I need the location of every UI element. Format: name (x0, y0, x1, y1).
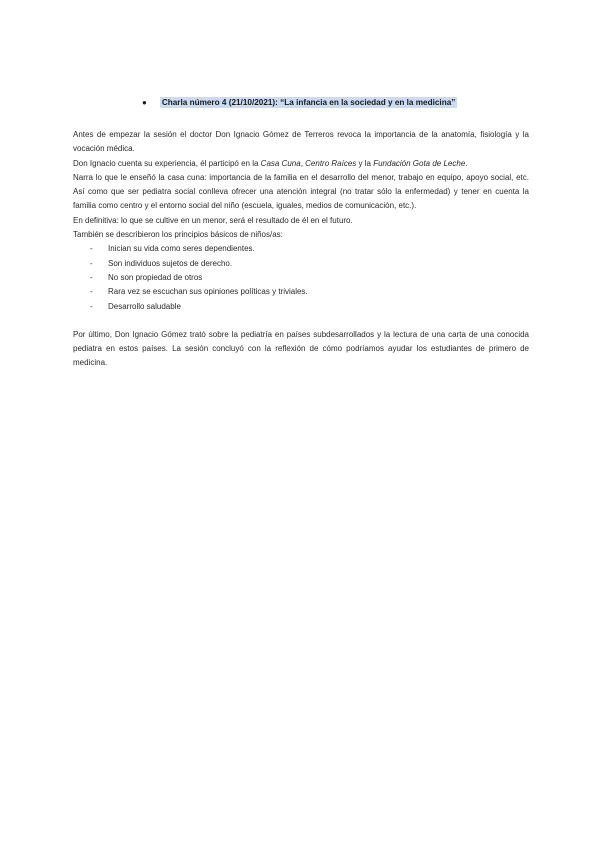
list-item: - No son propiedad de otros (73, 271, 529, 285)
separator-text: , (300, 158, 306, 168)
bullet-icon: ● (142, 98, 147, 107)
experience-text: Don Ignacio cuenta su experiencia, él participó en la (73, 158, 261, 168)
heading-text: Charla número 4 (21/10/2021): “La infancia en la sociedad y en la medicina” (161, 98, 456, 107)
spacer (73, 314, 529, 328)
list-item: - Inician su vida como seres dependientes. (73, 242, 529, 256)
document-body (73, 128, 529, 371)
centro-raices-text: Centro Raíces (305, 158, 357, 168)
separator-text: y la (356, 158, 374, 168)
paragraph-intro: Antes de empezar la sesión el doctor Don Ignacio Gómez de Terreros revoca la importancia de la anatomía, fisiología y la vocación médica. (73, 130, 529, 154)
list-item: - Rara vez se escuchan sus opiniones políticas y triviales. (73, 285, 529, 299)
list-item: - Desarrollo saludable (73, 300, 529, 314)
fundacion-text: Fundación Gota de Leche (373, 158, 466, 168)
casa-cuna-text: Casa Cuna (260, 158, 301, 168)
talk-heading (142, 97, 457, 108)
period-text: . (465, 158, 468, 168)
paragraph-experience (73, 157, 529, 171)
list-item: - Son individuos sujetos de derecho. (73, 257, 529, 271)
paragraph-casa-cuna: Narra lo que le enseñó la casa cuna: importancia de la familia en el desarrollo del menor, trabajo en equipo, apoyo social, etc. Así como que ser pediatra social conlleva ofrecer una atención integral (no tratar sólo la enfermedad) y tener en cuenta la familia como centro y el entorno social del niño (escuela, iguales, medios de comunicación, etc.). (73, 172, 529, 211)
principles-list (73, 242, 529, 313)
paragraph-principles-intro: También se describieron los principios básicos de niños/as: (73, 230, 283, 240)
paragraph-conclusion: En definitiva: lo que se cultive en un menor, será el resultado de él en el futuro. (73, 215, 353, 225)
paragraph-closing: Por último, Don Ignacio Gómez trató sobre la pediatría en países subdesarrollados y la lectura de una carta de una conocida pediatra en estos países. La sesión concluyó con la reflexión de cómo podríamos ayudar los estudiantes de primero de medicina. (73, 329, 529, 368)
